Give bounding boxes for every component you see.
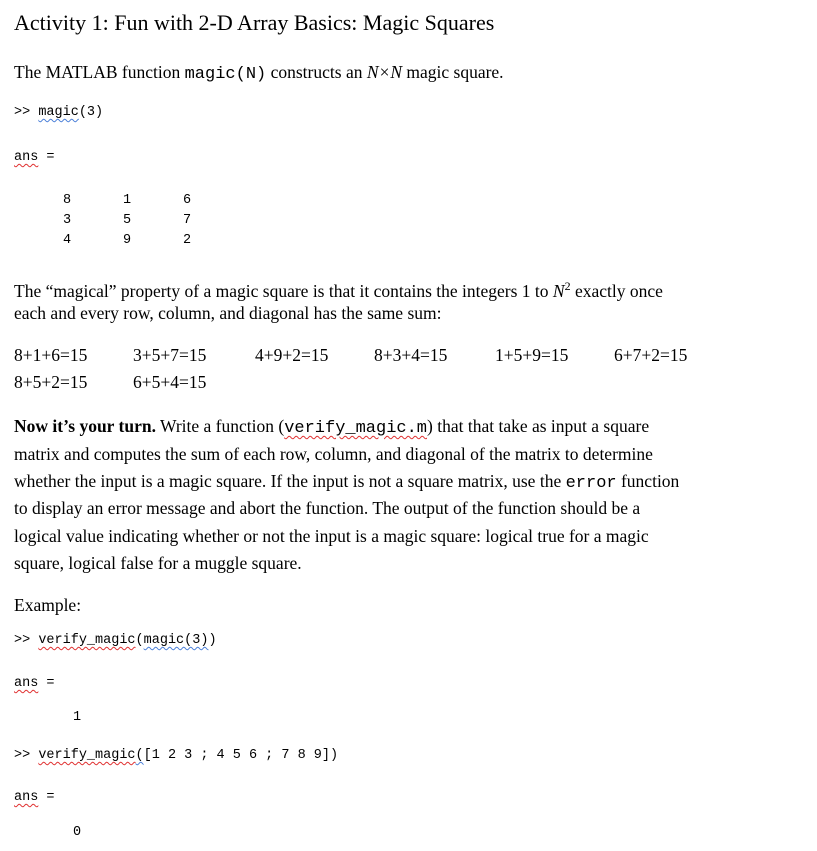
sum-item: 6+7+2=15 [614, 345, 688, 365]
open: ( [135, 633, 144, 648]
t1b: ) that that take as input a square [427, 416, 650, 436]
matrix-cell: 5 [123, 213, 132, 228]
task-line-2: matrix and computes the sum of each row, column, and diagonal of the matrix to determine [14, 444, 653, 464]
sum-item: 8+1+6=15 [14, 345, 88, 365]
t3b: function [616, 471, 680, 491]
matrix-cell: 1 [123, 193, 132, 208]
eq: = [38, 150, 55, 165]
sum-item: 3+5+7=15 [133, 345, 207, 365]
task-line-5: logical value indicating whether or not the input is a magic square: logical true for a magic [14, 526, 649, 546]
intro-pre: The MATLAB function [14, 62, 185, 82]
t1-code: verify_magic.m [284, 419, 428, 438]
intro-code: magic(N) [184, 65, 267, 84]
sum-item: 8+5+2=15 [14, 372, 88, 392]
result-value: 0 [73, 825, 82, 840]
prompt: >> [14, 748, 39, 763]
sum-item: 8+3+4=15 [374, 345, 448, 365]
ans-label [14, 150, 55, 166]
matrix-cell: 7 [183, 213, 192, 228]
intro-text [14, 62, 504, 85]
page-title: Activity 1: Fun with 2-D Array Basics: Magic Squares [14, 10, 495, 35]
task-line-1 [14, 416, 649, 439]
t3-code: error [565, 474, 617, 493]
task-line-3 [14, 471, 679, 494]
matrix-cell: 8 [63, 193, 72, 208]
prompt: >> [14, 105, 39, 120]
eq: = [38, 790, 55, 805]
p1-math: N [552, 280, 565, 301]
matrix-cell: 9 [123, 233, 132, 248]
matrix-cell: 6 [183, 193, 192, 208]
open: ( [135, 748, 144, 763]
task-line-6: square, logical false for a muggle square. [14, 553, 302, 573]
eq: = [38, 676, 55, 691]
intro-mid: constructs an [266, 62, 367, 82]
fn: verify_magic [38, 748, 136, 763]
command-verify-magic-2 [14, 748, 338, 764]
ans: ans [14, 150, 39, 165]
intro-post: magic square. [402, 62, 504, 82]
ans-label [14, 790, 55, 806]
intro-math: N×N [366, 62, 402, 82]
sum-item: 1+5+9=15 [495, 345, 569, 365]
p1-sup: 2 [564, 279, 571, 293]
args: (3) [78, 105, 104, 120]
result-value: 1 [73, 710, 82, 725]
sum-item: 4+9+2=15 [255, 345, 329, 365]
rest: [1 2 3 ; 4 5 6 ; 7 8 9]) [143, 748, 339, 763]
inner: magic(3) [143, 633, 209, 648]
matrix-cell: 4 [63, 233, 72, 248]
ans-label [14, 676, 55, 692]
t1a: Write a function ( [155, 416, 285, 436]
command-verify-magic-1 [14, 633, 217, 649]
sum-item: 6+5+4=15 [133, 372, 207, 392]
close: ) [208, 633, 217, 648]
task-line-4: to display an error message and abort the function. The output of the function should be a [14, 498, 641, 518]
matrix-cell: 3 [63, 213, 72, 228]
command-magic [14, 105, 103, 121]
matrix-cell: 2 [183, 233, 192, 248]
fn: verify_magic [38, 633, 136, 648]
task-bold: Now it’s your turn. [14, 416, 156, 436]
p1-post: exactly once [570, 280, 663, 301]
cmd: magic [38, 105, 79, 120]
ans: ans [14, 676, 39, 691]
property-line-2: each and every row, column, and diagonal has the same sum: [14, 303, 442, 323]
p1-pre: The “magical” property of a magic square is that it contains the integers 1 to [14, 280, 553, 301]
ans: ans [14, 790, 39, 805]
t3a: whether the input is a magic square. If the input is not a square matrix, use the [14, 471, 566, 491]
property-line-1 [14, 276, 663, 301]
example-label: Example: [14, 595, 82, 615]
prompt: >> [14, 633, 39, 648]
